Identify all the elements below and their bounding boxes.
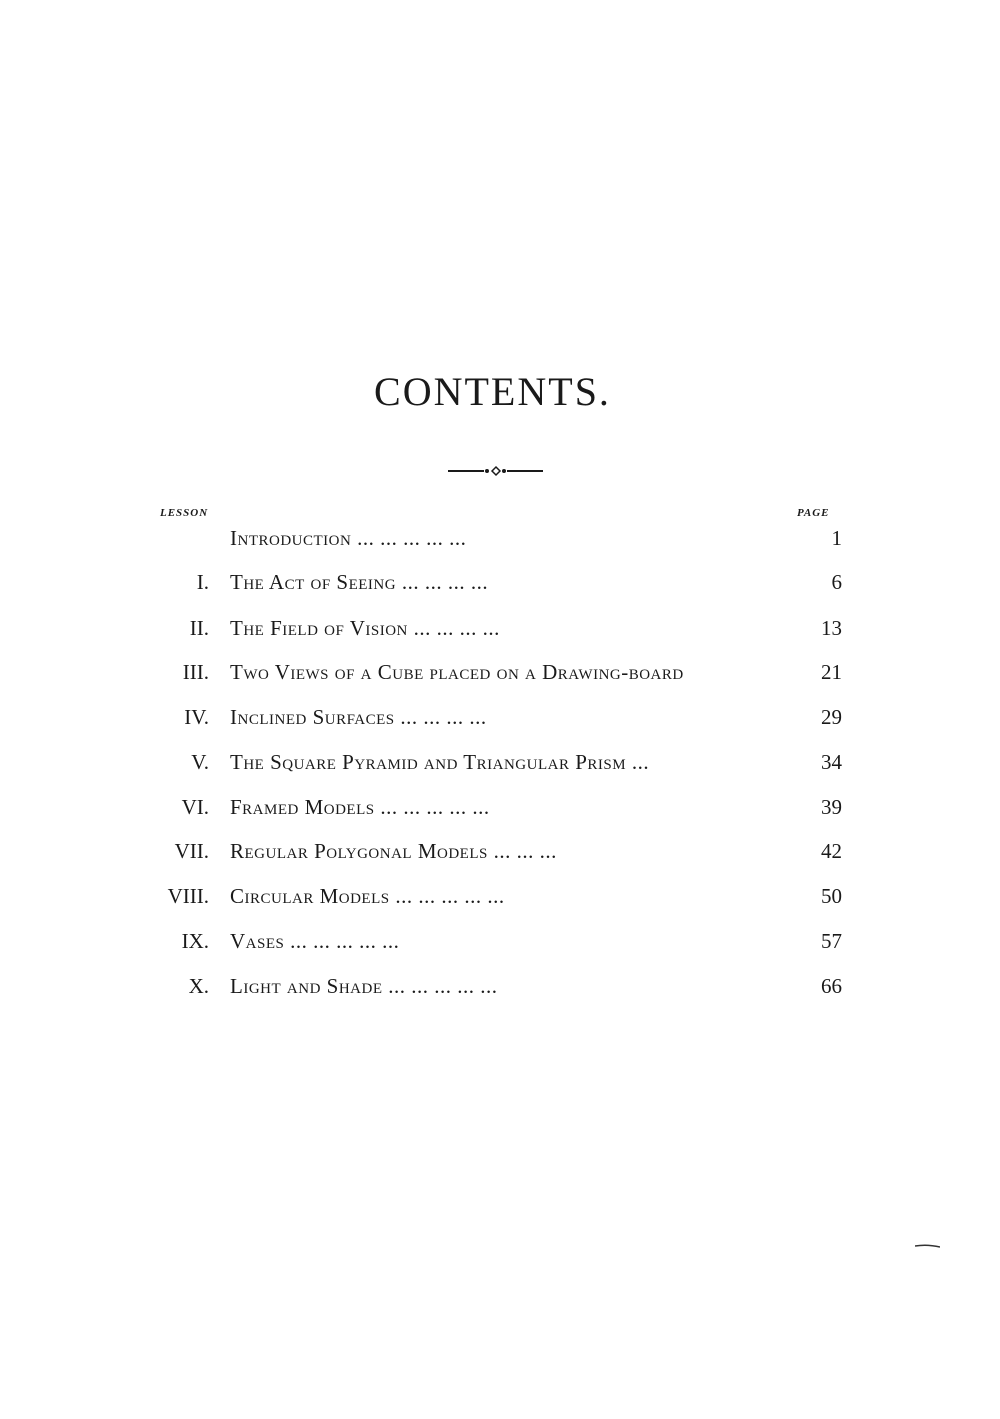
page-number: 57	[821, 929, 842, 953]
lesson-number: VII.	[174, 839, 209, 863]
lesson-title: Circular Models ... ... ... ... ...	[230, 884, 505, 908]
page-number: 39	[821, 795, 842, 819]
page-number: 1	[831, 526, 842, 550]
lesson-title: Introduction ... ... ... ... ...	[230, 526, 467, 550]
toc-entry	[0, 616, 1000, 646]
toc-entry	[0, 795, 1000, 825]
lesson-title: The Field of Vision ... ... ... ...	[230, 616, 500, 640]
lesson-title: Vases ... ... ... ... ...	[230, 929, 400, 953]
lesson-title: Light and Shade ... ... ... ... ...	[230, 974, 498, 998]
toc-entry	[0, 929, 1000, 959]
page-column-header: PAGE	[797, 507, 830, 519]
ornament-divider	[448, 464, 543, 478]
lesson-column-header: LESSON	[160, 507, 209, 519]
lesson-number: II.	[189, 616, 209, 640]
lesson-title: Regular Polygonal Models ... ... ...	[230, 839, 557, 863]
lesson-title: Framed Models ... ... ... ... ...	[230, 795, 490, 819]
page-number: 42	[821, 839, 842, 863]
lesson-title: Inclined Surfaces ... ... ... ...	[230, 705, 487, 729]
toc-entry	[0, 526, 1000, 556]
lesson-number: III.	[182, 660, 209, 684]
page-number: 6	[831, 570, 842, 594]
page-number: 50	[821, 884, 842, 908]
page-title: CONTENTS.	[374, 369, 611, 414]
toc-entry	[0, 884, 1000, 914]
lesson-number: IX.	[181, 929, 209, 953]
lesson-number: I.	[196, 570, 209, 594]
lesson-title: The Square Pyramid and Triangular Prism ...	[230, 750, 650, 774]
lesson-number: V.	[191, 750, 209, 774]
page-number: 21	[821, 660, 842, 684]
page-number: 29	[821, 705, 842, 729]
page-number: 34	[821, 750, 842, 774]
toc-entry	[0, 839, 1000, 869]
toc-entry	[0, 974, 1000, 1004]
lesson-number: X.	[188, 974, 209, 998]
lesson-title: The Act of Seeing ... ... ... ...	[230, 570, 489, 594]
lesson-number: VIII.	[167, 884, 209, 908]
toc-entry	[0, 750, 1000, 780]
toc-entry	[0, 570, 1000, 600]
page-number: 66	[821, 974, 842, 998]
scan-speck	[915, 1244, 940, 1248]
toc-entry	[0, 660, 1000, 690]
lesson-number: IV.	[184, 705, 209, 729]
toc-entry	[0, 705, 1000, 735]
lesson-number: VI.	[181, 795, 209, 819]
lesson-title: Two Views of a Cube placed on a Drawing-board	[230, 660, 684, 684]
page-number: 13	[821, 616, 842, 640]
